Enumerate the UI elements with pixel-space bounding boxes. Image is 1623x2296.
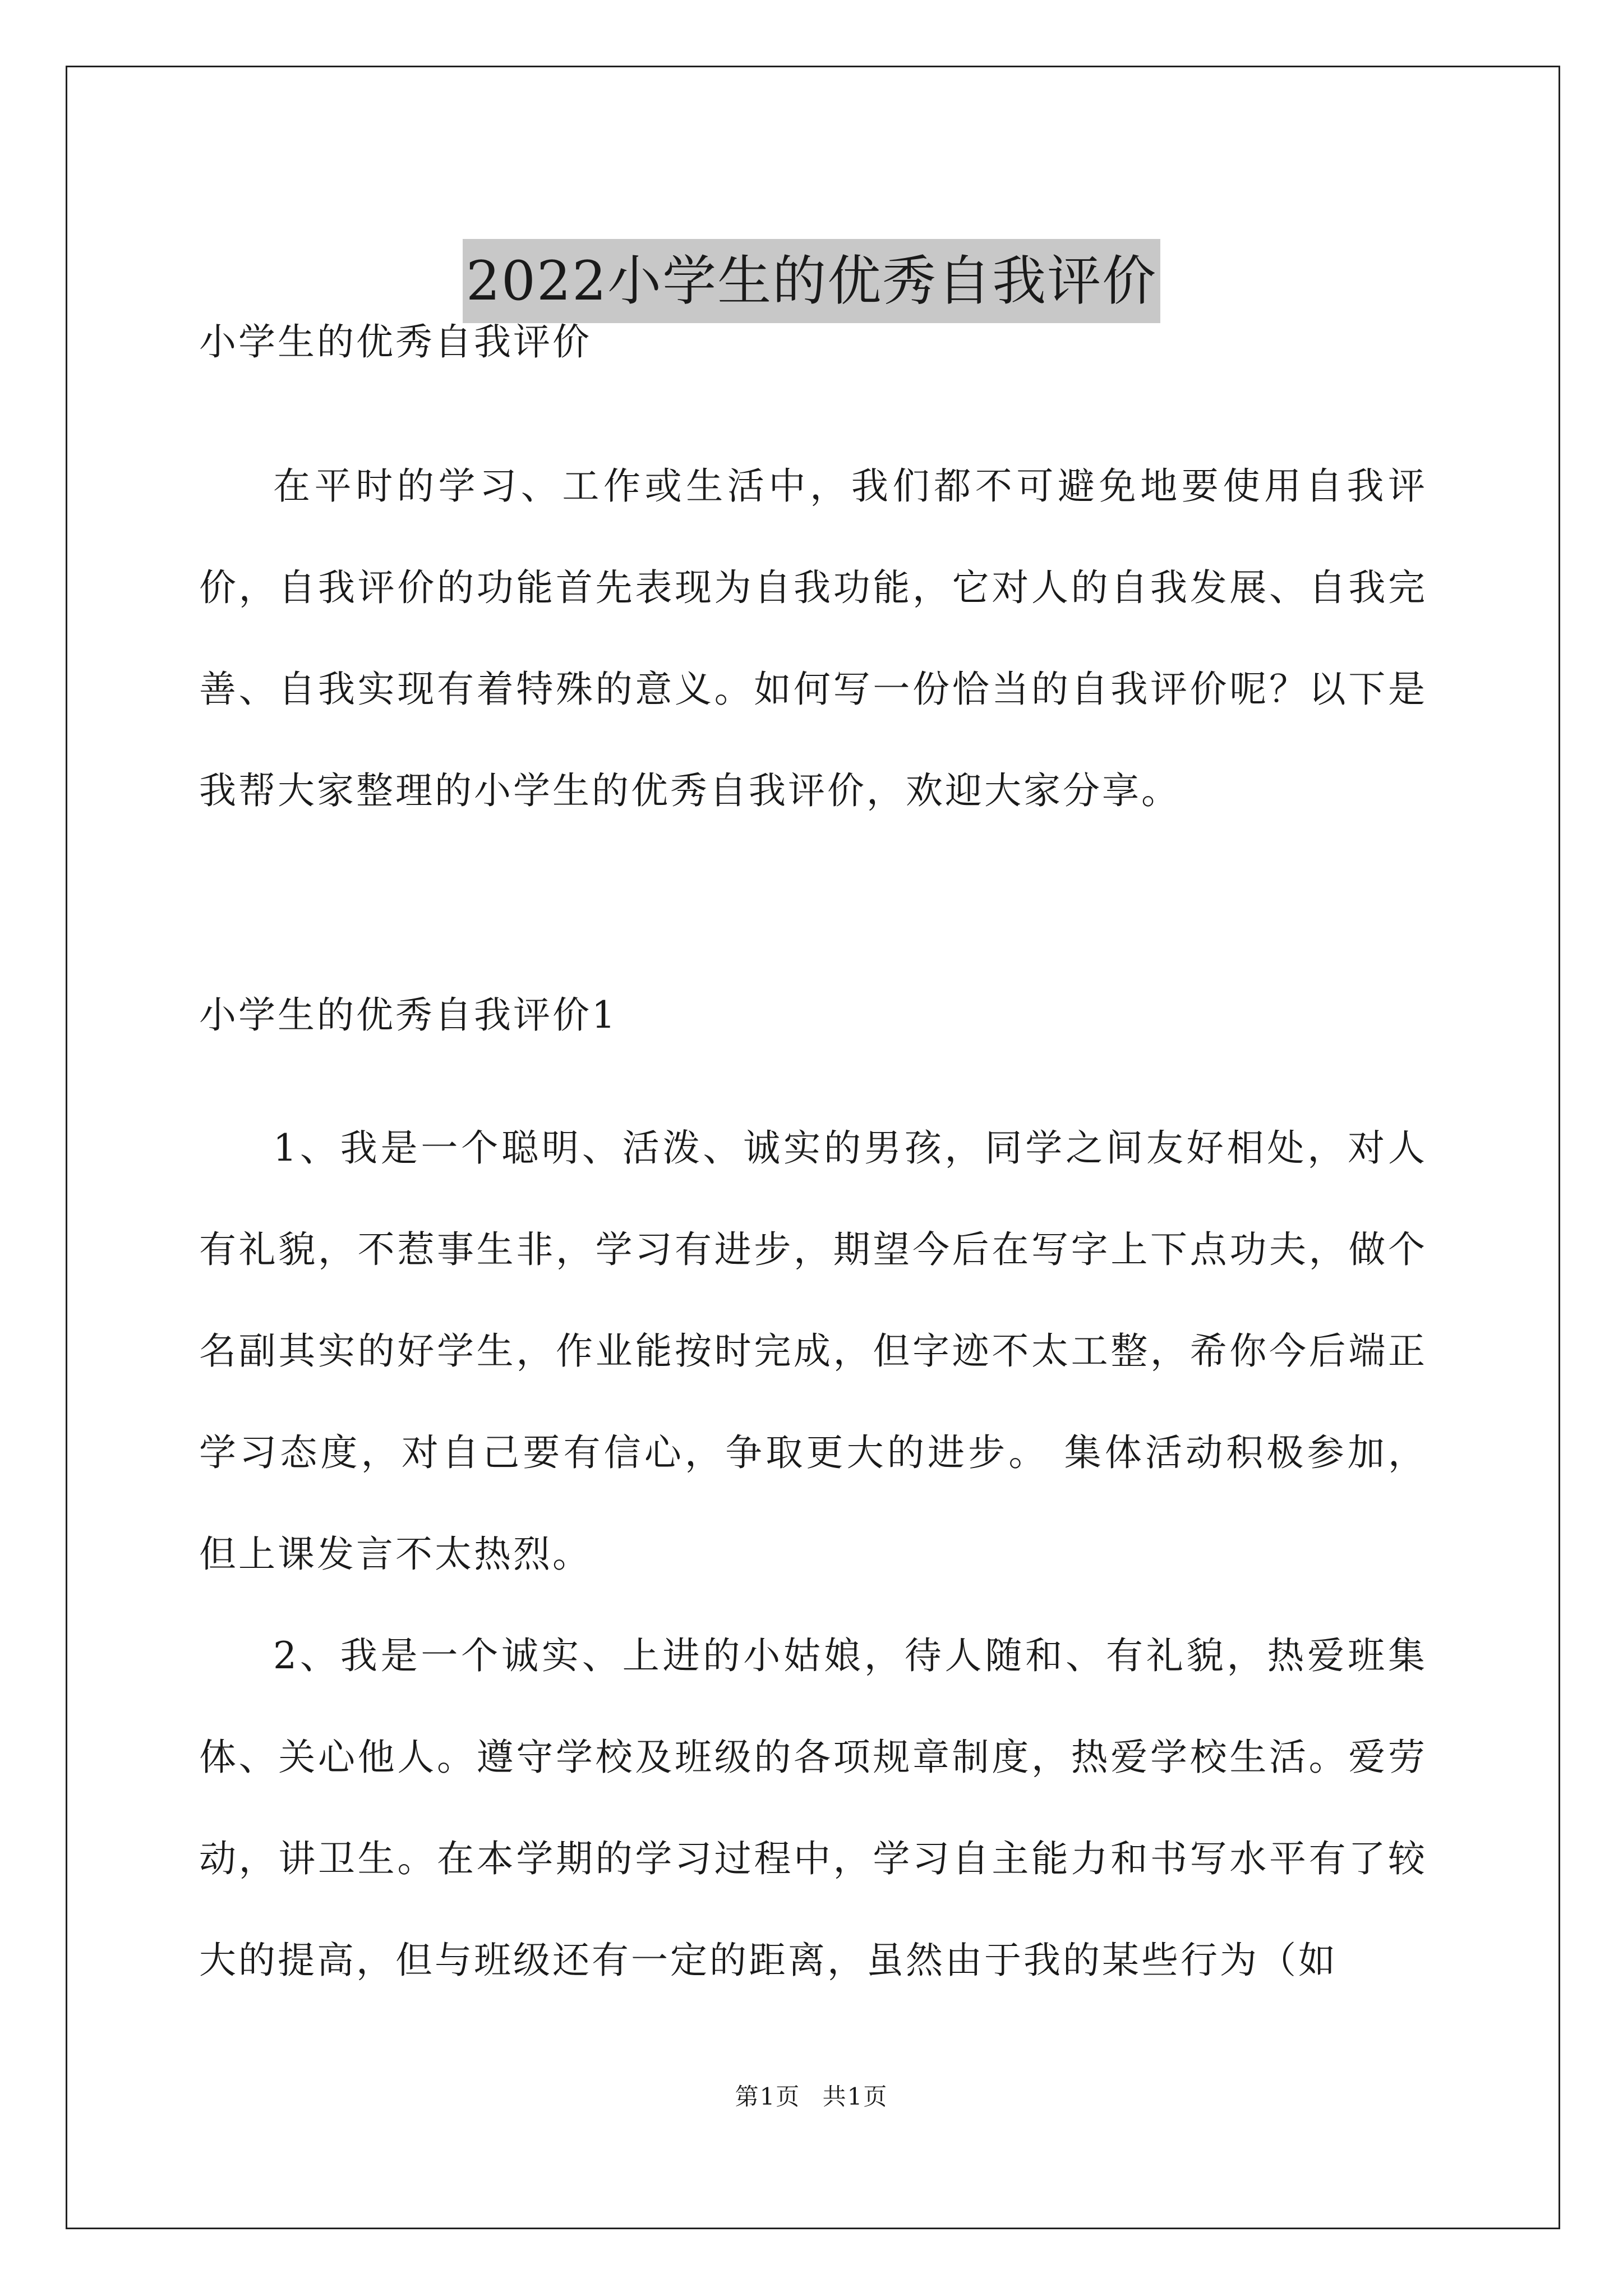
document-title: 2022小学生的优秀自我评价 — [463, 239, 1160, 323]
spacer — [199, 1043, 1427, 1097]
spacer — [199, 841, 1427, 987]
body-paragraph-2: 2、我是一个诚实、上进的小姑娘，待人随和、有礼貌，热爱班集体、关心他人。遵守学校及班级的各项规章制度，热爱学校生活。爱劳动，讲卫生。在本学期的学习过程中，学习自主能力和书写水平有了较大的提高，但与班级还有一定的距离，虽然由于我的某些行为（如 — [199, 1634, 1427, 1982]
body-paragraph-1: 1、我是一个聪明、活泼、诚实的男孩，同学之间友好相处，对人有礼貌，不惹事生非，学习有进步，期望今后在写字上下点功夫，做个名副其实的好学生，作业能按时完成，但字迹不太工整，希你今后端正学习态度，对自己要有信心，争取更大的进步。 集体活动积极参加，但上课发言不太热烈。 — [199, 1126, 1427, 1576]
page-footer — [0, 2080, 1623, 2114]
page-number-current: 第1页 — [735, 2083, 801, 2110]
section-subheading-1: 小学生的优秀自我评价1 — [199, 993, 617, 1037]
page-number-total: 共1页 — [822, 2083, 888, 2110]
document-body — [199, 314, 1427, 2011]
intro-subheading: 小学生的优秀自我评价 — [199, 320, 592, 364]
spacer — [199, 370, 1427, 435]
intro-paragraph: 在平时的学习、工作或生活中，我们都不可避免地要使用自我评价，自我评价的功能首先表现为自我功能，它对人的自我发展、自我完善、自我实现有着特殊的意义。如何写一份恰当的自我评价呢？以下是我帮大家整理的小学生的优秀自我评价，欢迎大家分享。 — [199, 464, 1427, 812]
